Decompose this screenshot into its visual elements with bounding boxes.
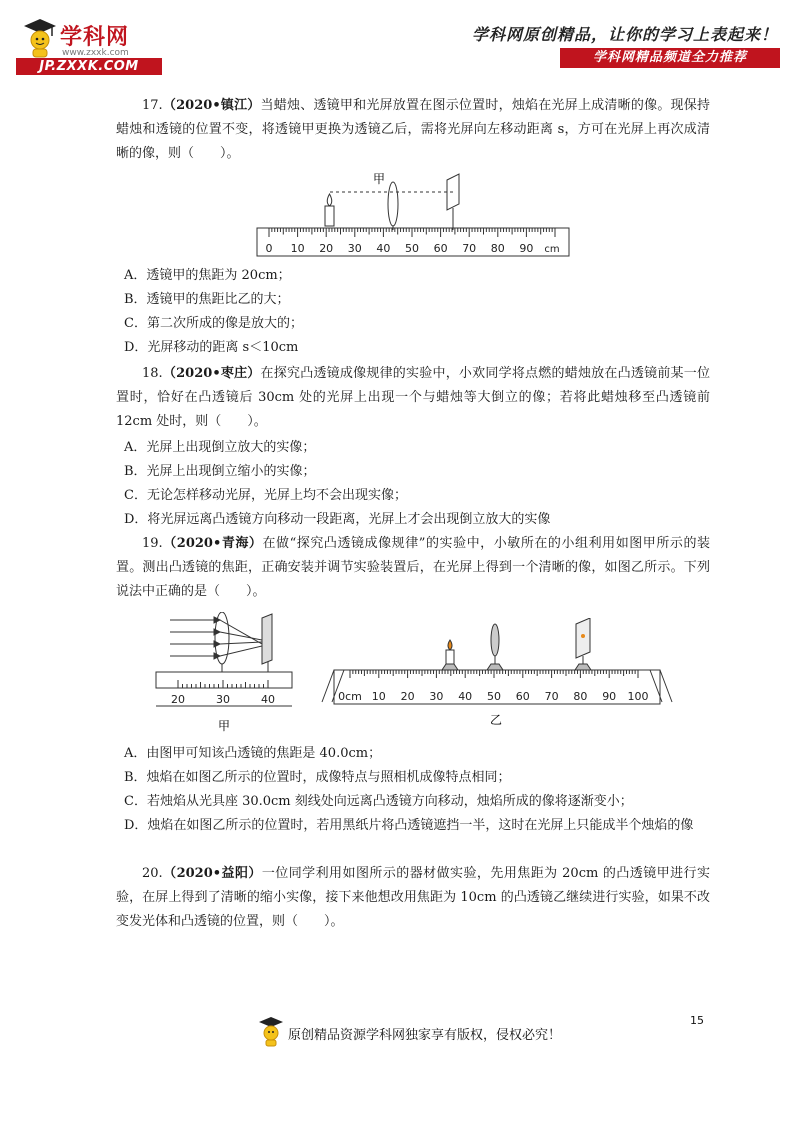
ruler-tick-label: 90 xyxy=(602,690,617,703)
ruler-tick-label: 70 xyxy=(544,690,559,703)
lens-icon xyxy=(487,624,503,670)
ruler-tick-label: 80 xyxy=(573,690,588,703)
ruler-tick-label: 40 xyxy=(376,242,391,255)
question-number: 19. xyxy=(142,536,163,551)
question-stem: 当蜡烛、透镜甲和光屏放置在图示位置时，烛焰在光屏上成清晰的像。现保持蜡烛和透镜的位置不变，将透镜甲更换为透镜乙后，需将光屏向左移动距离 s，方可在光屏上再次成清晰的像，则（ ）。 xyxy=(116,98,710,161)
option-18-a[interactable]: A．光屏上出现倒立放大的实像； xyxy=(124,440,316,455)
question-source: （2020•益阳） xyxy=(162,866,262,881)
question-source: （2020•青海） xyxy=(162,536,263,551)
option-18-b[interactable]: B．光屏上出现倒立缩小的实像； xyxy=(124,464,316,479)
figure-q19-yi xyxy=(318,618,678,738)
ruler-tick-label: 0 xyxy=(265,242,273,255)
ruler-tick-label: 80 xyxy=(490,242,505,255)
option-18-c[interactable]: C．无论怎样移动光屏，光屏上均不会出现实像； xyxy=(124,488,407,503)
question-19 xyxy=(116,532,710,604)
option-19-d[interactable]: D．烛焰在如图乙所示的位置时，若用黑纸片将凸透镜遮挡一半，这时在光屏上只能成半个烛焰的像 xyxy=(124,818,694,833)
ruler-tick-label: 20 xyxy=(400,690,415,703)
question-stem: 在做“探究凸透镜成像规律”的实验中，小敏所在的小组利用如图甲所示的装置。测出凸透镜的焦距，正确安装并调节实验装置后，在光屏上得到一个清晰的像，如图乙所示。下列说法中正确的是（ ）。 xyxy=(116,536,710,599)
header-slogan: 学科网原创精品，让你的学习上表起来！ xyxy=(471,25,778,44)
option-17-a[interactable]: A．透镜甲的焦距为 20cm； xyxy=(124,268,291,283)
question-number: 20. xyxy=(142,866,163,881)
ruler-tick-label: 70 xyxy=(462,242,477,255)
logo-url[interactable]: JP.ZXXK.COM xyxy=(16,58,162,75)
ruler-tick-label: 20 xyxy=(171,693,185,706)
option-19-b[interactable]: B．烛焰在如图乙所示的位置时，成像特点与照相机成像特点相同； xyxy=(124,770,511,785)
question-stem: 一位同学利用如图所示的器材做实验，先用焦距为 20cm 的凸透镜甲进行实验，在屏上得到了清晰的缩小实像，接下来他想改用焦距为 10cm 的凸透镜乙继续进行实验，如果不改变发光体和凸透镜的位置，则（ ）。 xyxy=(116,866,710,929)
figure-q17-optical-bench xyxy=(255,170,575,260)
ruler-unit: cm xyxy=(544,244,560,255)
site-logo[interactable] xyxy=(14,14,162,74)
question-18 xyxy=(116,362,710,434)
copyright-notice: 原创精品资源学科网独家享有版权，侵权必究！ xyxy=(288,1028,562,1043)
lens-label: 甲 xyxy=(373,172,386,186)
candle-icon xyxy=(325,194,334,226)
ruler-tick-label: 40 xyxy=(458,690,473,703)
ruler-tick-label: 30 xyxy=(429,690,444,703)
screen-icon xyxy=(575,618,591,670)
question-20 xyxy=(116,862,710,934)
ruler-tick-label: 90 xyxy=(519,242,534,255)
option-17-d[interactable]: D．光屏移动的距离 s＜10cm xyxy=(124,340,299,355)
candle-icon xyxy=(442,640,458,670)
option-18-d[interactable]: D．将光屏远离凸透镜方向移动一段距离，光屏上才会出现倒立放大的实像 xyxy=(124,512,551,527)
figure-caption: 甲 xyxy=(217,719,231,733)
question-17 xyxy=(116,94,710,166)
ruler-tick-label: 100 xyxy=(627,690,649,703)
ruler-tick-label: 0cm xyxy=(338,690,362,703)
lens-icon xyxy=(388,182,398,226)
option-17-c[interactable]: C．第二次所成的像是放大的； xyxy=(124,316,303,331)
ruler-tick-label: 60 xyxy=(515,690,530,703)
figure-q19-jia xyxy=(150,612,300,737)
ruler-tick-label: 60 xyxy=(433,242,448,255)
option-19-c[interactable]: C．若烛焰从光具座 30.0cm 刻线处向远离凸透镜方向移动，烛焰所成的像将逐渐变小； xyxy=(124,794,633,809)
option-17-b[interactable]: B．透镜甲的焦距比乙的大； xyxy=(124,292,290,307)
ruler-tick-label: 50 xyxy=(487,690,501,703)
logo-title: 学科网 xyxy=(60,25,130,50)
ruler-tick-label: 10 xyxy=(290,242,305,255)
graduate-mascot-icon xyxy=(256,1014,286,1048)
question-source: （2020•镇江） xyxy=(162,98,261,113)
ruler-tick-label: 50 xyxy=(405,242,419,255)
question-number: 17. xyxy=(142,98,163,113)
ruler-tick-label: 40 xyxy=(261,693,275,706)
page-number: 15 xyxy=(690,1014,704,1027)
lens-icon xyxy=(215,612,229,664)
ruler-tick-label: 30 xyxy=(347,242,362,255)
question-number: 18. xyxy=(142,366,163,381)
question-source: （2020•枣庄） xyxy=(162,366,261,381)
option-19-a[interactable]: A．由图甲可知该凸透镜的焦距是 40.0cm； xyxy=(124,746,382,761)
question-stem: 在探究凸透镜成像规律的实验中，小欢同学将点燃的蜡烛放在凸透镜前某一位置时，恰好在凸透镜后 30cm 处的光屏上出现一个与蜡烛等大倒立的像；若将此蜡烛移至凸透镜前 12cm 处时，则（ ）。 xyxy=(116,366,710,429)
figure-caption: 乙 xyxy=(489,713,503,727)
graduate-mascot-icon xyxy=(20,16,60,58)
ruler-tick-label: 10 xyxy=(371,690,386,703)
logo-subtitle: www.zxxk.com xyxy=(62,48,129,58)
ruler-tick-label: 30 xyxy=(216,693,230,706)
ruler-tick-label: 20 xyxy=(319,242,334,255)
screen-icon xyxy=(262,614,272,664)
header-banner: 学科网精品频道全力推荐 xyxy=(560,48,780,68)
